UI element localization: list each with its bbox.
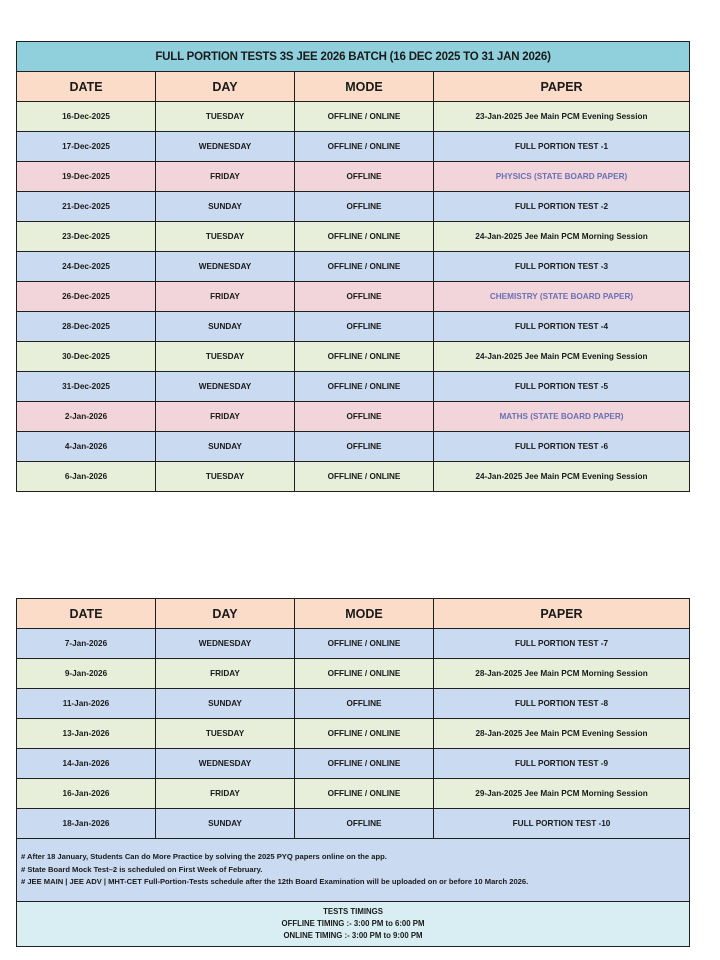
day-cell: SUNDAY: [156, 689, 295, 719]
mode-cell: OFFLINE: [295, 162, 434, 192]
date-cell: 16-Jan-2026: [17, 779, 156, 809]
date-cell: 18-Jan-2026: [17, 809, 156, 839]
date-cell: 17-Dec-2025: [17, 132, 156, 162]
table-header-row: [17, 72, 690, 102]
table-row: [17, 312, 690, 342]
timings-heading: TESTS TIMINGS: [323, 907, 383, 916]
mode-cell: OFFLINE / ONLINE: [295, 342, 434, 372]
mode-cell: OFFLINE / ONLINE: [295, 719, 434, 749]
day-cell: WEDNESDAY: [156, 372, 295, 402]
table-row: [17, 659, 690, 689]
offline-timing: OFFLINE TIMING :- 3:00 PM to 6:00 PM: [281, 919, 425, 928]
schedule-table-1: [16, 41, 690, 492]
paper-cell: 28-Jan-2025 Jee Main PCM Evening Session: [434, 719, 690, 749]
mode-cell: OFFLINE: [295, 809, 434, 839]
notes-block: [17, 839, 690, 902]
date-cell: 21-Dec-2025: [17, 192, 156, 222]
date-cell: 4-Jan-2026: [17, 432, 156, 462]
mode-cell: OFFLINE / ONLINE: [295, 779, 434, 809]
date-cell: 23-Dec-2025: [17, 222, 156, 252]
paper-cell: CHEMISTRY (STATE BOARD PAPER): [434, 282, 690, 312]
day-cell: TUESDAY: [156, 102, 295, 132]
date-cell: 14-Jan-2026: [17, 749, 156, 779]
schedule-table-1-body: [17, 102, 690, 492]
mode-cell: OFFLINE / ONLINE: [295, 132, 434, 162]
note-line: # JEE MAIN | JEE ADV | MHT-CET Full-Portion-Tests schedule after the 12th Board Examination will be uploaded on or before 10 March 2026.: [21, 877, 529, 887]
day-cell: TUESDAY: [156, 462, 295, 492]
date-cell: 26-Dec-2025: [17, 282, 156, 312]
day-cell: WEDNESDAY: [156, 252, 295, 282]
table-row: [17, 462, 690, 492]
mode-cell: OFFLINE / ONLINE: [295, 222, 434, 252]
table-row: [17, 779, 690, 809]
mode-cell: OFFLINE / ONLINE: [295, 629, 434, 659]
mode-cell: OFFLINE / ONLINE: [295, 252, 434, 282]
day-cell: SUNDAY: [156, 432, 295, 462]
date-cell: 11-Jan-2026: [17, 689, 156, 719]
paper-cell: FULL PORTION TEST -10: [434, 809, 690, 839]
date-cell: 28-Dec-2025: [17, 312, 156, 342]
online-timing: ONLINE TIMING :- 3:00 PM to 9:00 PM: [283, 931, 423, 940]
header-paper: PAPER: [434, 599, 690, 629]
table-row: [17, 432, 690, 462]
paper-cell: FULL PORTION TEST -2: [434, 192, 690, 222]
paper-cell: FULL PORTION TEST -8: [434, 689, 690, 719]
day-cell: TUESDAY: [156, 222, 295, 252]
day-cell: FRIDAY: [156, 282, 295, 312]
day-cell: WEDNESDAY: [156, 132, 295, 162]
schedule-table-2-body: [17, 629, 690, 839]
mode-cell: OFFLINE / ONLINE: [295, 102, 434, 132]
table-row: [17, 252, 690, 282]
header-mode: MODE: [295, 72, 434, 102]
paper-cell: 24-Jan-2025 Jee Main PCM Evening Session: [434, 462, 690, 492]
date-cell: 16-Dec-2025: [17, 102, 156, 132]
day-cell: WEDNESDAY: [156, 749, 295, 779]
date-cell: 2-Jan-2026: [17, 402, 156, 432]
header-mode: MODE: [295, 599, 434, 629]
table-row: [17, 809, 690, 839]
date-cell: 7-Jan-2026: [17, 629, 156, 659]
mode-cell: OFFLINE / ONLINE: [295, 462, 434, 492]
header-day: DAY: [156, 599, 295, 629]
header-paper: PAPER: [434, 72, 690, 102]
paper-cell: FULL PORTION TEST -5: [434, 372, 690, 402]
table-row: [17, 719, 690, 749]
day-cell: WEDNESDAY: [156, 629, 295, 659]
mode-cell: OFFLINE: [295, 282, 434, 312]
mode-cell: OFFLINE / ONLINE: [295, 372, 434, 402]
date-cell: 19-Dec-2025: [17, 162, 156, 192]
table-row: [17, 162, 690, 192]
day-cell: SUNDAY: [156, 192, 295, 222]
day-cell: FRIDAY: [156, 162, 295, 192]
header-date: DATE: [17, 72, 156, 102]
paper-cell: FULL PORTION TEST -9: [434, 749, 690, 779]
table-row: [17, 222, 690, 252]
mode-cell: OFFLINE: [295, 192, 434, 222]
paper-cell: FULL PORTION TEST -6: [434, 432, 690, 462]
paper-cell: FULL PORTION TEST -7: [434, 629, 690, 659]
day-cell: FRIDAY: [156, 659, 295, 689]
mode-cell: OFFLINE / ONLINE: [295, 749, 434, 779]
day-cell: SUNDAY: [156, 809, 295, 839]
paper-cell: FULL PORTION TEST -4: [434, 312, 690, 342]
table-row: [17, 372, 690, 402]
table-row: [17, 102, 690, 132]
day-cell: FRIDAY: [156, 402, 295, 432]
mode-cell: OFFLINE: [295, 312, 434, 342]
paper-cell: 23-Jan-2025 Jee Main PCM Evening Session: [434, 102, 690, 132]
note-line: # After 18 January, Students Can do More Practice by solving the 2025 PYQ papers online on the app.: [21, 852, 387, 862]
paper-cell: PHYSICS (STATE BOARD PAPER): [434, 162, 690, 192]
paper-cell: FULL PORTION TEST -1: [434, 132, 690, 162]
note-line: # State Board Mock Test–2 is scheduled on First Week of February.: [21, 864, 263, 874]
table-row: [17, 342, 690, 372]
table-row: [17, 132, 690, 162]
date-cell: 31-Dec-2025: [17, 372, 156, 402]
paper-cell: 28-Jan-2025 Jee Main PCM Morning Session: [434, 659, 690, 689]
day-cell: FRIDAY: [156, 779, 295, 809]
timings-block: [17, 902, 690, 947]
table-row: [17, 689, 690, 719]
paper-cell: MATHS (STATE BOARD PAPER): [434, 402, 690, 432]
table-header-row: [17, 599, 690, 629]
date-cell: 6-Jan-2026: [17, 462, 156, 492]
paper-cell: FULL PORTION TEST -3: [434, 252, 690, 282]
table-row: [17, 629, 690, 659]
date-cell: 24-Dec-2025: [17, 252, 156, 282]
schedule-title: FULL PORTION TESTS 3S JEE 2026 BATCH (16 DEC 2025 TO 31 JAN 2026): [17, 42, 690, 72]
day-cell: TUESDAY: [156, 342, 295, 372]
schedule-table-2: [16, 598, 690, 947]
table-row: [17, 749, 690, 779]
mode-cell: OFFLINE / ONLINE: [295, 659, 434, 689]
mode-cell: OFFLINE: [295, 402, 434, 432]
date-cell: 13-Jan-2026: [17, 719, 156, 749]
header-day: DAY: [156, 72, 295, 102]
table-row: [17, 192, 690, 222]
table-row: [17, 282, 690, 312]
date-cell: 30-Dec-2025: [17, 342, 156, 372]
paper-cell: 24-Jan-2025 Jee Main PCM Morning Session: [434, 222, 690, 252]
paper-cell: 24-Jan-2025 Jee Main PCM Evening Session: [434, 342, 690, 372]
mode-cell: OFFLINE: [295, 432, 434, 462]
day-cell: TUESDAY: [156, 719, 295, 749]
mode-cell: OFFLINE: [295, 689, 434, 719]
paper-cell: 29-Jan-2025 Jee Main PCM Morning Session: [434, 779, 690, 809]
day-cell: SUNDAY: [156, 312, 295, 342]
date-cell: 9-Jan-2026: [17, 659, 156, 689]
table-row: [17, 402, 690, 432]
header-date: DATE: [17, 599, 156, 629]
